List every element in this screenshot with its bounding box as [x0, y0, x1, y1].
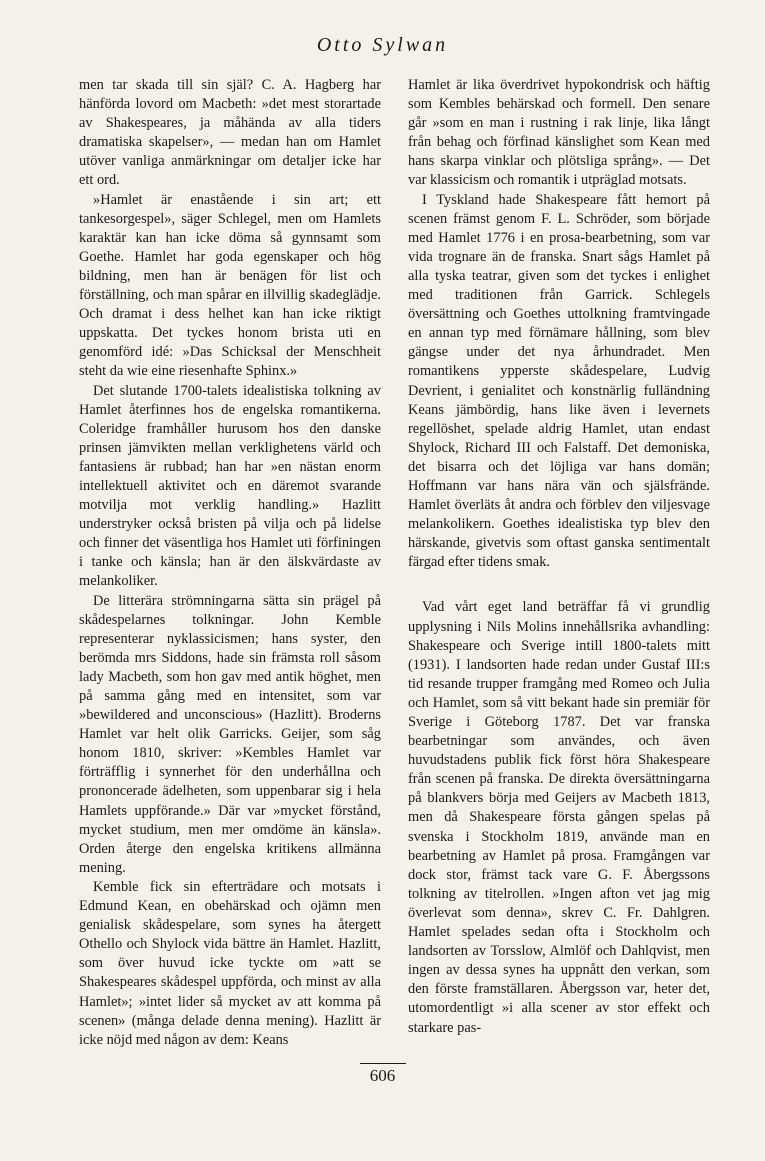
paragraph: »Hamlet är enastående i sin art; ett tankesorgespel», säger Schlegel, men om Hamlets karaktär kan han icke döma så gynnsamt som Goethe. Hamlet har goda egenskaper och hög bildning, men han är benägen för list och förställning, och man spårar en illvillig skadeglädje. Och dramat i dess helhet kan han icke riktigt uppskatta. Det tyckes honom brista uti en genomförd idé: »Das Schicksal der Menschheit steht da wie eine riesenhafte Sphinx.»	[79, 191, 381, 380]
page-number: 606	[369, 1066, 396, 1085]
running-title: Otto Sylwan	[316, 34, 449, 56]
page-footer	[0, 1063, 765, 1086]
paragraph: Hamlet är lika överdrivet hypokondrisk och häftig som Kembles behärskad och formell. Den senare går »som en man i rustning i rak linje, lika långt från behag och förfinad känslighet som Kean med hans skarpa vinklar och plötsliga språng». — Det var klassicism och romantik i utpräglad motsats.	[408, 77, 710, 189]
paragraph: Kemble fick sin efterträdare och motsats i Edmund Kean, en obehärskad och ojämn men genialisk skådespelare, som synes ha återgett Othello och Shylock vida bättre än Hamlet. Hazlitt, som över huvud icke tyckte om »att se Shakespeares skådespel uppförda, och minst av alla Hamlet»; »intet lider så mycket av att komma på scenen» (många delade denna mening). Hazlitt är icke nöjd med någon av dem: Keans	[79, 878, 381, 1048]
paragraph: De litterära strömningarna sätta sin prägel på skådespelarnes tolkningar. John Kemble representerar nyklassicismen; hans syster, den berömda mrs Siddons, hade sin främsta roll såsom lady Macbeth, som hon gav med antik höghet, men på samma gång med en intensitet, som var »bewildered and unconscious» (Hazlitt). Broderns Hamlet var helt olik Garricks. Geijer, som såg honom 1810, skriver: »Kembles Hamlet var förträfflig i synnerhet för den underhållna och prononcerade ädelheten, som uppenbarar sig i hela Hamlets uppförande.» Där var »mycket förstånd, mycket studium, men mer omdöme än känsla». Orden återge den engelska kritikens allmänna mening.	[79, 592, 381, 876]
paragraph: Vad vårt eget land beträffar få vi grundlig upplysning i Nils Molins innehållsrika avhandling: Shakespeare och Sverige intill 1800-talets mitt (1931). I landsorten hade redan under Gustaf III:s tid resande trupper framgång med Romeo och Julia och Hamlet, som så vitt bekant hade sin premiär för Sverige i Göteborg 1787. Det var franska bearbetningar som användes, och även huvudstadens publik fick först höra Shakespeare från scenen på franska. De direkta översättningarna på blankvers börja med Geijers av Macbeth 1813, men då Shakespeare första gången spelas på svenska i Stockholm 1819, använde man en bearbetning av Hamlet på prosa. Framgången var dock stor, främst tack vare G. F. Åbergssons tolkning av titelrollen. »Ingen afton vet jag mig överlevat som denna», skrev C. Fr. Dahlgren. Hamlet spelades sedan ofta i Stockholm och landsorten av Torsslow, Almlöf och Dahlqvist, men ingen av dessa synes ha uppnått den verkan, som den förste framställaren. Åbergsson var, heter det, utomordentligt »i alla scener av stor effekt och starkare pas-	[408, 599, 710, 1036]
left-column	[79, 76, 381, 1050]
footer-rule	[360, 1063, 406, 1064]
right-column	[408, 76, 710, 1038]
paragraph: Det slutande 1700-talets idealistiska tolkning av Hamlet återfinnes hos de engelska romantikerna. Coleridge framhåller hurusom hos den danske prinsen jämvikten mellan verklighetens värld och fantasiens är rubbad; han har »en nästan enorm intellektuell aktivitet och en däremot svarande motvilja mot verklig handling.» Hazlitt understryker också bristen på vilja och på lidelse och finner det väsentliga hos Hamlet uti förfiningen i tanke och känsla; han är den älskvärdaste av melankoliker.	[79, 382, 381, 590]
paragraph: men tar skada till sin själ? C. A. Hagberg har hänförda lovord om Macbeth: »det mest storartade av Shakespeares, ja måhända av alla tiders dramatiska skapelser», — medan han om Hamlet utöver vanliga anmärkningar om detaljer icke har ett ord.	[79, 77, 381, 189]
paragraph: I Tyskland hade Shakespeare fått hemort på scenen främst genom F. L. Schröder, som började med Hamlet 1776 i en prosa-bearbetning, som var vida trognare än de franska. Snart sågs Hamlet på alla tyska teatrar, given som det tyckes i enlighet med traditionen från Garrick. Schlegels översättning och Goethes uttolkning framtvingade en annan typ med förnämare hållning, som blev gängse under det nya århundradet. Men romantikens ypperste skådespelare, Ludvig Devrient, i genialitet och konstnärlig fulländning Keans jämbördig, hans like även i levernets regellöshet, spelade aldrig Hamlet, utan endast Shylock, Richard III och Falstaff. Det demoniska, det bisarra och det löjliga var hans domän; Hoffmann var hans nära vän och själsfrände. Hamlet överläts åt andra och förblev den viljesvage melankolikern. Goethes idealistiska typ blev den härskande, givetvis som oftast ganska sentimentalt färgad efter tidens smak.	[408, 191, 710, 571]
